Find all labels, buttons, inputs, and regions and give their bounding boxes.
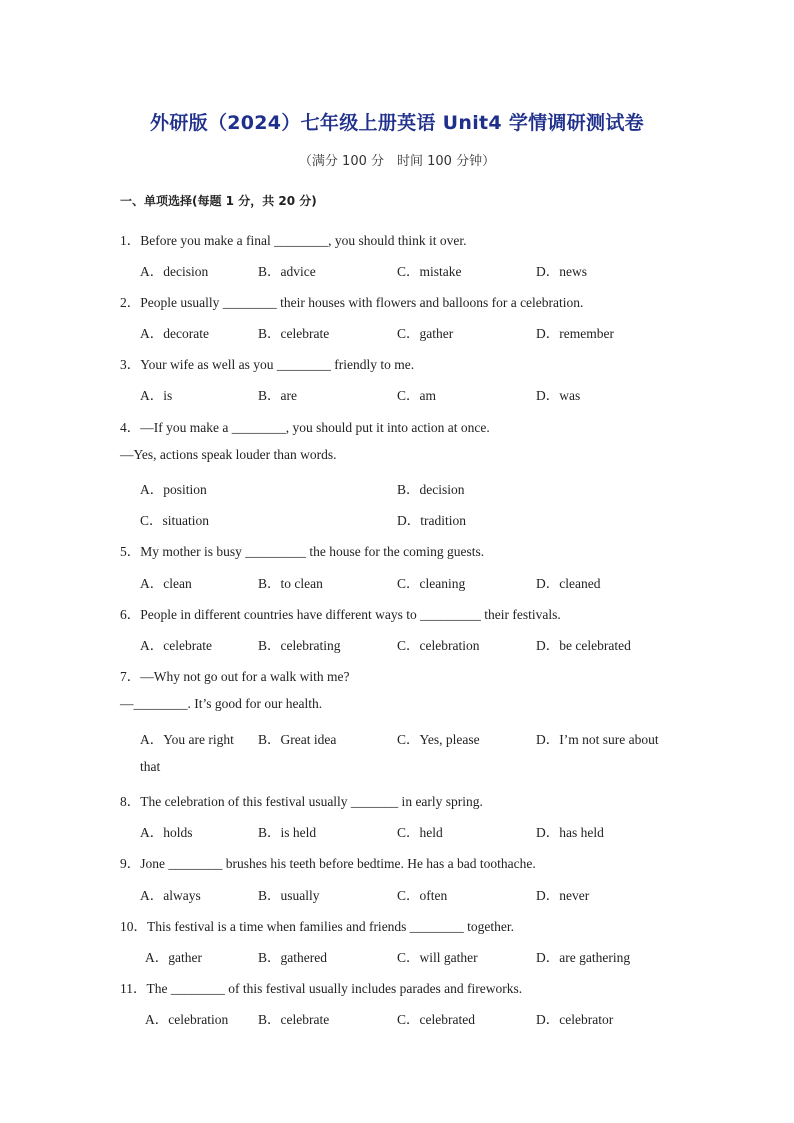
option-d: D．celebrator: [536, 1012, 614, 1027]
question-stem: 5．My mother is busy _________ the house for the coming guests.: [120, 544, 485, 559]
option-c: C．celebrated: [397, 1012, 475, 1027]
option-a: A．is: [140, 388, 173, 403]
question-stem: 10．This festival is a time when families and friends ________ together.: [120, 919, 515, 934]
question-stem: 4．—If you make a ________, you should put it into action at once.: [120, 420, 490, 435]
option-b: B．celebrate: [258, 326, 330, 341]
option-b: B．celebrating: [258, 638, 341, 653]
option-c: C．gather: [397, 326, 454, 341]
option-b: B．advice: [258, 264, 316, 279]
option-b: B．decision: [397, 482, 465, 497]
option-a: A．You are right: [140, 732, 234, 747]
question-stem: 9．Jone ________ brushes his teeth before bedtime. He has a bad toothache.: [120, 856, 536, 871]
option-a: A．always: [140, 888, 201, 903]
question-stem: 1．Before you make a final ________, you should think it over.: [120, 233, 467, 248]
option-c: C．situation: [140, 513, 210, 528]
question-stem: 6．People in different countries have different ways to _________ their festivals.: [120, 607, 561, 622]
option-d: D．news: [536, 264, 587, 279]
option-d: D．has held: [536, 825, 604, 840]
question-stem: 3．Your wife as well as you ________ friendly to me.: [120, 357, 415, 372]
question-stem: 8．The celebration of this festival usually _______ in early spring.: [120, 794, 483, 809]
option-d: D．cleaned: [536, 576, 601, 591]
option-d: D．are gathering: [536, 950, 631, 965]
option-a: A．celebration: [145, 1012, 229, 1027]
option-a: A．decision: [140, 264, 209, 279]
page-title: 外研版（2024）七年级上册英语 Unit4 学情调研测试卷: [150, 112, 644, 134]
section-heading: 一、单项选择(每题 1 分，共 20 分): [120, 194, 317, 208]
option-c: C．often: [397, 888, 448, 903]
option-a: A．holds: [140, 825, 193, 840]
option-d: D．be celebrated: [536, 638, 631, 653]
option-c: C．will gather: [397, 950, 478, 965]
option-a: A．decorate: [140, 326, 209, 341]
option-a: A．clean: [140, 576, 192, 591]
question-stem: 2．People usually ________ their houses with flowers and balloons for a celebration.: [120, 295, 584, 310]
option-b: B．is held: [258, 825, 317, 840]
option-c: C．cleaning: [397, 576, 466, 591]
option-b: B．celebrate: [258, 1012, 330, 1027]
option-c: C．held: [397, 825, 443, 840]
question-stem-response: —________. It’s good for our health.: [120, 696, 323, 711]
option-c: C．celebration: [397, 638, 480, 653]
option-c: C．mistake: [397, 264, 462, 279]
option-d-wrap: that: [140, 759, 161, 774]
option-c: C．am: [397, 388, 436, 403]
option-b: B．Great idea: [258, 732, 337, 747]
question-stem: 11．The ________ of this festival usually includes parades and fireworks.: [120, 981, 523, 996]
option-b: B．are: [258, 388, 297, 403]
question-stem: 7．—Why not go out for a walk with me?: [120, 669, 350, 684]
option-b: B．gathered: [258, 950, 327, 965]
option-d: D．was: [536, 388, 581, 403]
option-d: D．tradition: [397, 513, 466, 528]
option-a: A．celebrate: [140, 638, 212, 653]
page-subtitle: （满分 100 分 时间 100 分钟）: [298, 154, 496, 169]
option-b: B．usually: [258, 888, 320, 903]
option-d: D．remember: [536, 326, 614, 341]
option-a: A．position: [140, 482, 207, 497]
option-d: D．I’m not sure about: [536, 732, 659, 747]
option-b: B．to clean: [258, 576, 323, 591]
option-c: C．Yes, please: [397, 732, 480, 747]
option-d: D．never: [536, 888, 590, 903]
question-stem-response: —Yes, actions speak louder than words.: [120, 447, 337, 462]
option-a: A．gather: [145, 950, 202, 965]
